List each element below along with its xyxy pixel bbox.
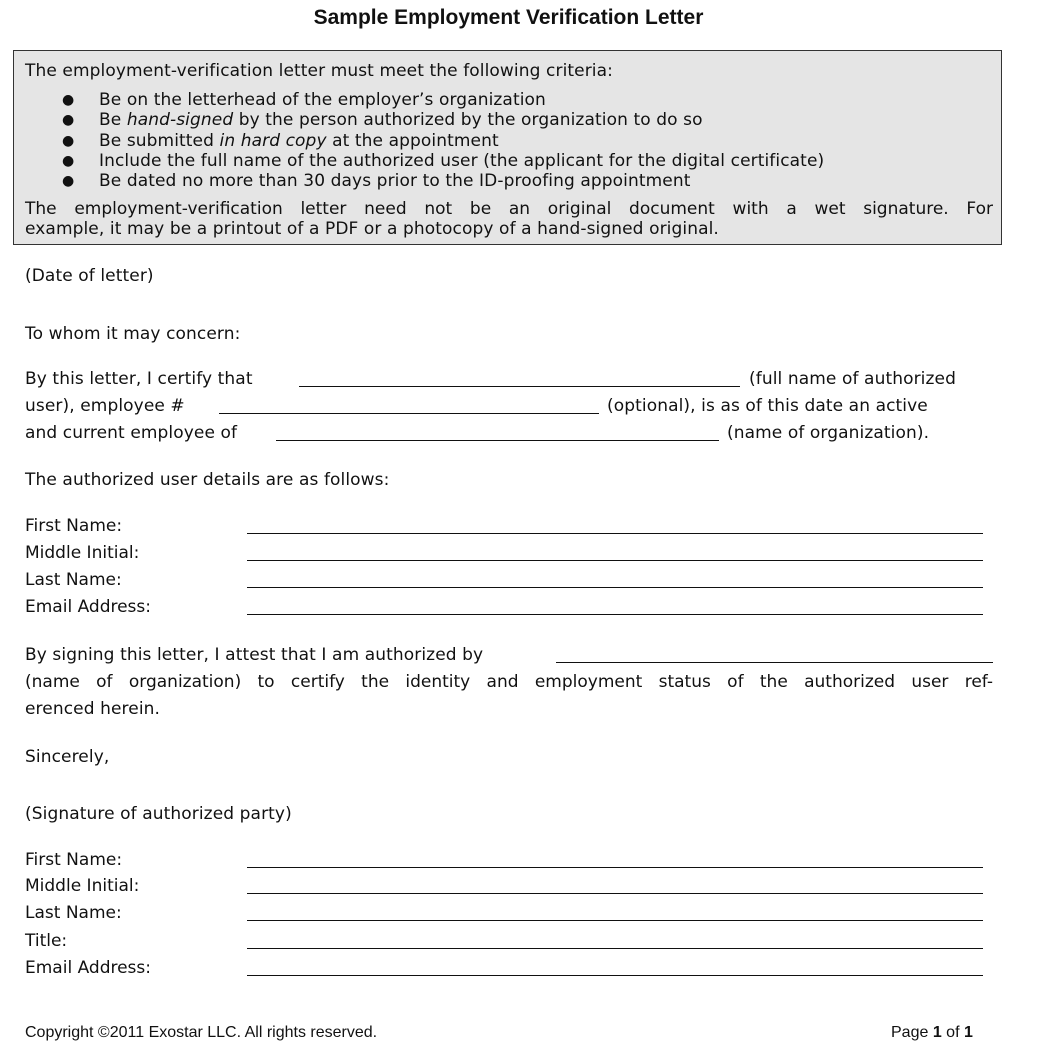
certify-text: (name of organization). [727, 423, 930, 443]
field-label: Middle Initial: [25, 543, 140, 563]
signer-first-name-field[interactable] [247, 867, 983, 868]
middle-initial-field[interactable] [247, 560, 983, 561]
full-name-blank[interactable] [299, 386, 740, 387]
signer-email-field[interactable] [247, 975, 983, 976]
certify-text: and current employee of [25, 423, 238, 443]
copyright-notice: Copyright ©2011 Exostar LLC. All rights reserved. [25, 1024, 378, 1041]
signer-middle-initial-field[interactable] [247, 893, 983, 894]
certify-text: (full name of authorized [749, 369, 956, 389]
details-intro: The authorized user details are as follows: [25, 470, 390, 490]
field-label: Last Name: [25, 570, 122, 590]
salutation: To whom it may concern: [25, 324, 241, 344]
last-name-field[interactable] [247, 587, 983, 588]
document-title: Sample Employment Verification Letter [313, 6, 704, 29]
field-label: First Name: [25, 850, 123, 870]
attest-text: By signing this letter, I attest that I am authorized by [25, 645, 484, 665]
bullet-icon: ● [62, 153, 75, 169]
criteria-item: Be on the letterhead of the employer’s organization [99, 90, 546, 110]
field-label: Title: [25, 931, 68, 951]
criteria-item: Be hand-signed by the person authorized by the organization to do so [99, 110, 703, 130]
criteria-intro: The employment-verification letter must meet the following criteria: [25, 61, 613, 81]
criteria-item: Include the full name of the authorized user (the applicant for the digital certificate) [99, 151, 825, 171]
certify-text: user), employee # [25, 396, 185, 416]
field-label: First Name: [25, 516, 123, 536]
criteria-note-line2: example, it may be a printout of a PDF or a photocopy of a hand-signed original. [25, 219, 719, 239]
criteria-item: Be submitted in hard copy at the appointment [99, 131, 499, 151]
closing: Sincerely, [25, 747, 110, 767]
bullet-icon: ● [62, 92, 75, 108]
signer-title-field[interactable] [247, 948, 983, 949]
criteria-note-line1: The employment-verification letter need not be an original document with a wet signature. For [25, 199, 993, 219]
field-label: Email Address: [25, 597, 151, 617]
date-placeholder: (Date of letter) [25, 266, 154, 286]
first-name-field[interactable] [247, 533, 983, 534]
signature-placeholder: (Signature of authorized party) [25, 804, 292, 824]
certify-text: By this letter, I certify that [25, 369, 253, 389]
page-number: Page 1 of 1 [891, 1024, 973, 1041]
organization-blank[interactable] [276, 440, 719, 441]
criteria-item: Be dated no more than 30 days prior to the ID-proofing appointment [99, 171, 691, 191]
certify-text: (optional), is as of this date an active [607, 396, 928, 416]
bullet-icon: ● [62, 133, 75, 149]
field-label: Middle Initial: [25, 876, 140, 896]
attest-text: (name of organization) to certify the identity and employment status of the authorized user ref- [25, 672, 993, 692]
bullet-icon: ● [62, 112, 75, 128]
bullet-icon: ● [62, 173, 75, 189]
email-address-field[interactable] [247, 614, 983, 615]
employee-number-blank[interactable] [219, 413, 599, 414]
signer-last-name-field[interactable] [247, 920, 983, 921]
attest-text: erenced herein. [25, 699, 161, 719]
field-label: Last Name: [25, 903, 122, 923]
field-label: Email Address: [25, 958, 151, 978]
attest-organization-blank[interactable] [556, 662, 993, 663]
